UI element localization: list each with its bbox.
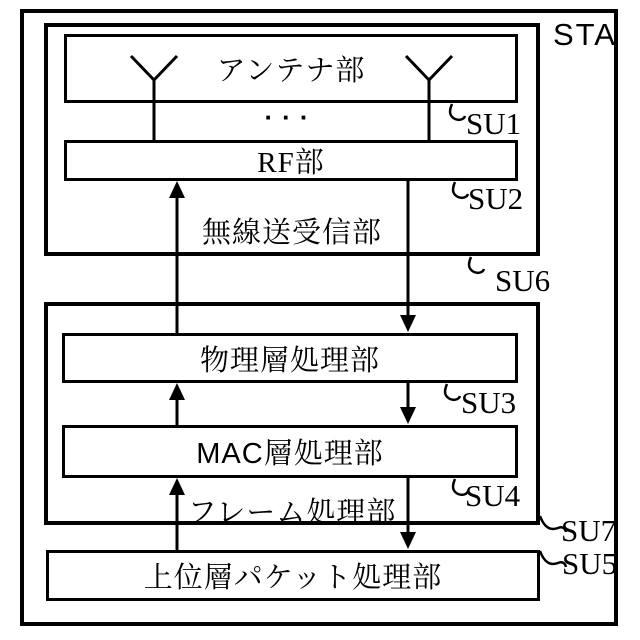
ref-su4: SU4 [465, 478, 521, 513]
ref-su1: SU1 [466, 106, 522, 141]
ref-su5: SU5 [562, 546, 618, 581]
ref-su2: SU2 [468, 181, 524, 216]
ref-su3: SU3 [461, 385, 517, 420]
wireless-unit-label: 無線送受信部 [201, 217, 382, 249]
sta-title: STA [553, 17, 617, 52]
phy-unit-label: 物理層処理部 [199, 344, 380, 377]
antenna-unit-label: アンテナ部 [216, 55, 366, 87]
mac-unit-box [62, 425, 518, 478]
ref-su6: SU6 [495, 263, 551, 298]
upper-unit-label: 上位層パケット処理部 [143, 562, 443, 594]
antenna-unit-box [64, 34, 518, 103]
frame-unit-label: フレーム処理部 [187, 497, 397, 529]
phy-unit-box [62, 333, 518, 383]
mac-unit-label: MAC層処理部 [196, 438, 384, 470]
rf-unit-box [64, 140, 518, 181]
rf-unit-label: RF部 [257, 147, 325, 179]
ref-su7: SU7 [561, 513, 617, 548]
antenna-ellipsis: ··· [264, 102, 318, 132]
upper-unit-box [46, 550, 540, 601]
